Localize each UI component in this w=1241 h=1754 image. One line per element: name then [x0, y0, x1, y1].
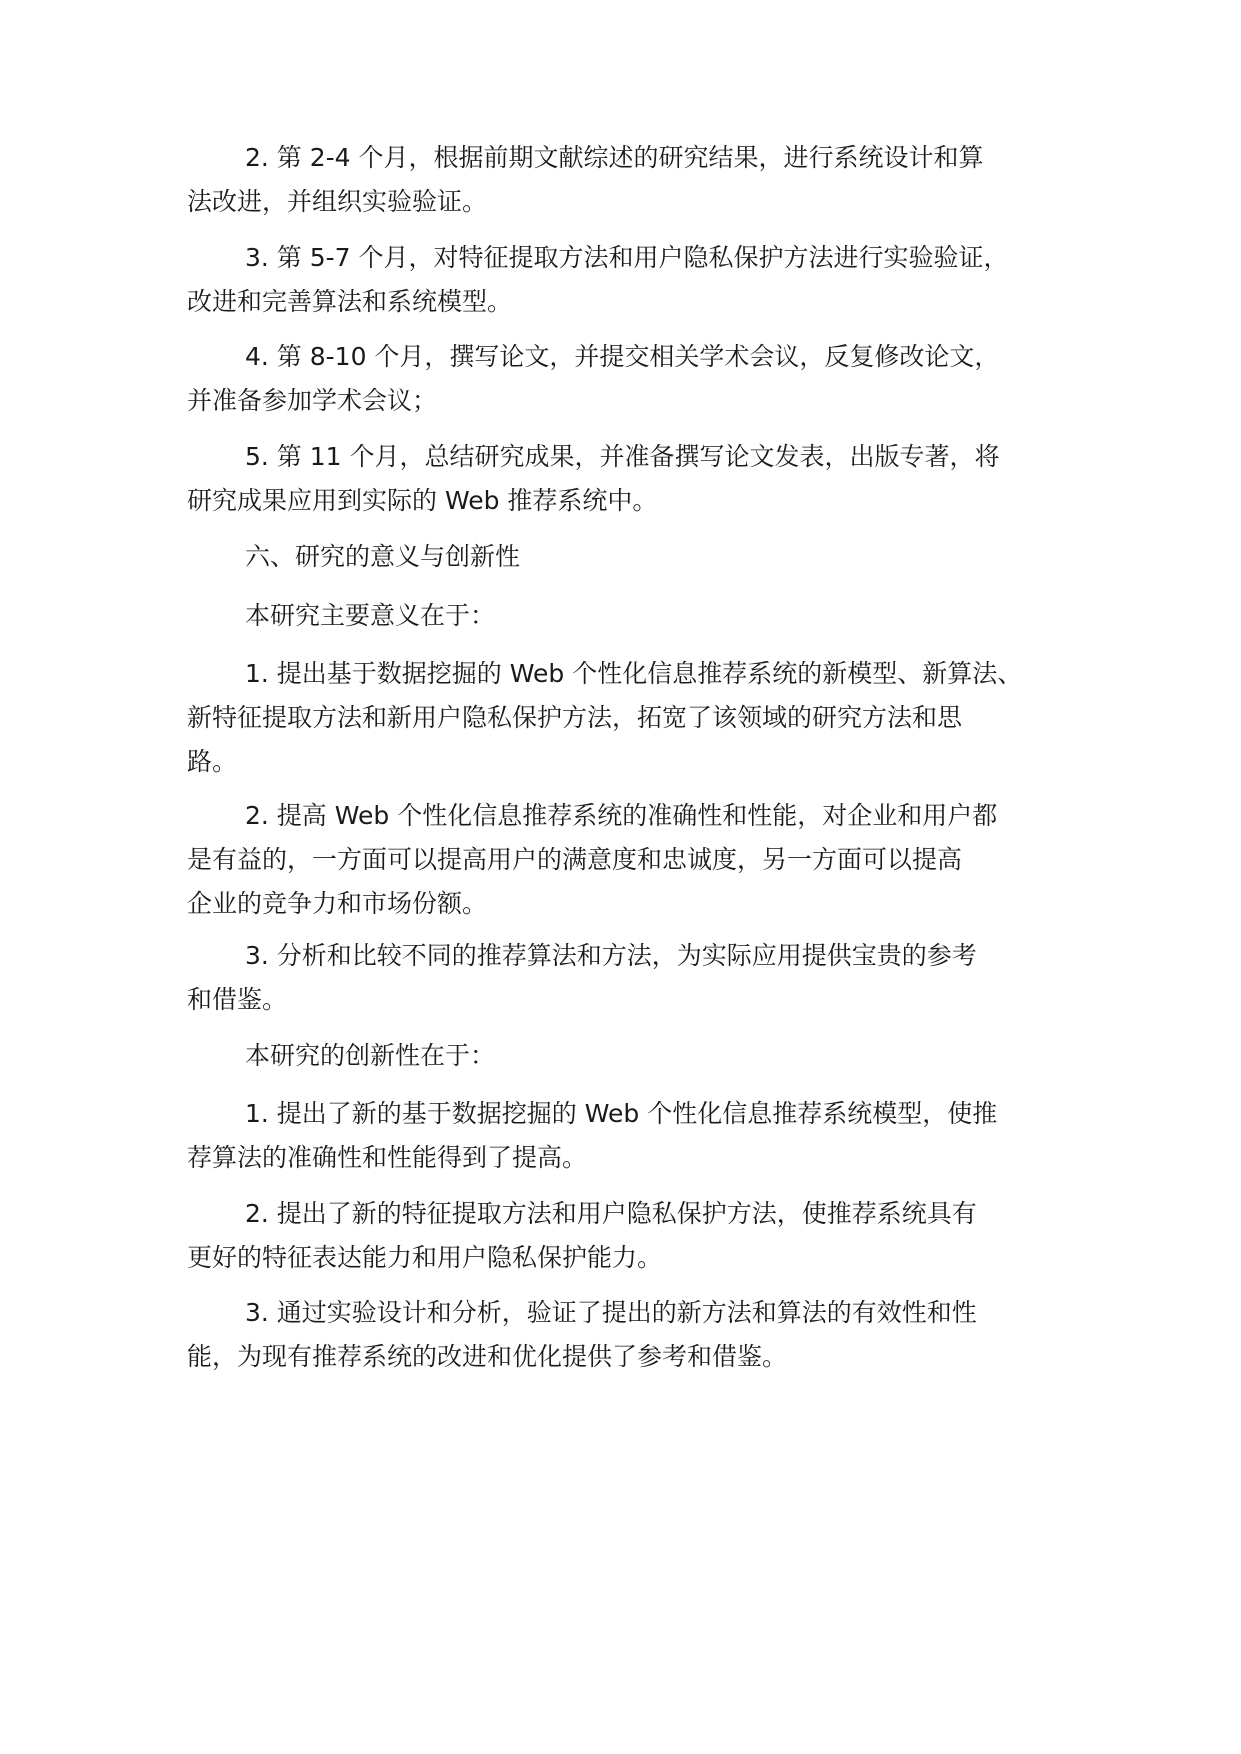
paragraph-line: 本研究的创新性在于： — [245, 1041, 496, 1070]
paragraph-line: 企业的竞争力和市场份额。 — [187, 889, 488, 918]
timeline-item-2 — [187, 136, 1077, 224]
paragraph-line: 路。 — [187, 747, 238, 776]
innovation-intro — [187, 1034, 1077, 1078]
paragraph-line: 能，为现有推荐系统的改进和优化提供了参考和借鉴。 — [187, 1342, 788, 1371]
significance-item-2 — [187, 794, 1077, 926]
timeline-item-4 — [187, 335, 1077, 423]
paragraph-line: 4. 第 8-10 个月，撰写论文，并提交相关学术会议，反复修改论文， — [245, 342, 1000, 371]
paragraph-line: 和借鉴。 — [187, 985, 288, 1014]
paragraph-line: 是有益的，一方面可以提高用户的满意度和忠诚度，另一方面可以提高 — [187, 845, 963, 874]
paragraph-line: 更好的特征表达能力和用户隐私保护能力。 — [187, 1243, 663, 1272]
timeline-item-5 — [187, 435, 1077, 523]
significance-item-3 — [187, 934, 1077, 1022]
paragraph-line: 并准备参加学术会议； — [187, 386, 438, 415]
paragraph-line: 2. 第 2-4 个月，根据前期文献综述的研究结果，进行系统设计和算 — [245, 143, 984, 172]
innovation-item-1 — [187, 1092, 1077, 1180]
paragraph-line: 2. 提高 Web 个性化信息推荐系统的准确性和性能，对企业和用户都 — [245, 801, 998, 830]
paragraph-line: 3. 第 5-7 个月，对特征提取方法和用户隐私保护方法进行实验验证， — [245, 243, 1009, 272]
innovation-item-3 — [187, 1291, 1077, 1379]
paragraph-line: 新特征提取方法和新用户隐私保护方法，拓宽了该领域的研究方法和思 — [187, 703, 963, 732]
innovation-item-2 — [187, 1192, 1077, 1280]
paragraph-line: 3. 通过实验设计和分析，验证了提出的新方法和算法的有效性和性 — [245, 1298, 977, 1327]
paragraph-line: 1. 提出了新的基于数据挖掘的 Web 个性化信息推荐系统模型，使推 — [245, 1099, 998, 1128]
paragraph-line: 5. 第 11 个月，总结研究成果，并准备撰写论文发表，出版专著，将 — [245, 442, 1000, 471]
paragraph-line: 法改进，并组织实验验证。 — [187, 187, 488, 216]
significance-item-1 — [187, 652, 1077, 784]
paragraph-line: 研究成果应用到实际的 Web 推荐系统中。 — [187, 486, 658, 515]
section-heading-text: 六、研究的意义与创新性 — [245, 542, 521, 571]
paragraph-line: 3. 分析和比较不同的推荐算法和方法，为实际应用提供宝贵的参考 — [245, 941, 977, 970]
paragraph-line: 本研究主要意义在于： — [245, 601, 496, 630]
timeline-item-3 — [187, 236, 1077, 324]
section-heading — [187, 535, 1077, 579]
paragraph-line: 荐算法的准确性和性能得到了提高。 — [187, 1143, 588, 1172]
paragraph-line: 改进和完善算法和系统模型。 — [187, 287, 513, 316]
paragraph-line: 1. 提出基于数据挖掘的 Web 个性化信息推荐系统的新模型、新算法、 — [245, 659, 1023, 688]
paragraph-line: 2. 提出了新的特征提取方法和用户隐私保护方法，使推荐系统具有 — [245, 1199, 977, 1228]
significance-intro — [187, 594, 1077, 638]
